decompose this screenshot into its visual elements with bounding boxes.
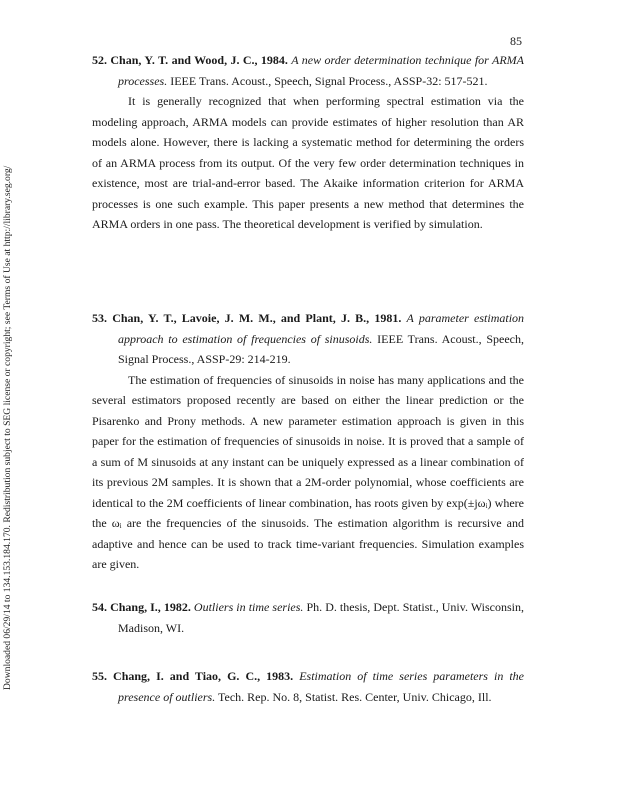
reference-authors: Chan, Y. T. and Wood, J. C., 1984.: [110, 53, 288, 67]
reference-title: A parameter estimation approach to estimation of frequencies of sinusoids.: [118, 311, 525, 346]
reference-entry-52: [92, 50, 524, 235]
download-notice: Downloaded 06/29/14 to 134.153.184.170. Redistribution subject to SEG license or copyright; see Terms of Use at http://library.seg.org/: [2, 165, 13, 690]
reference-abstract: It is generally recognized that when performing spectral estimation via the modeling approach, ARMA models can provide estimates of higher resolution than AR models alone. However, there is lacking a systematic method for determining the orders of an ARMA process from its output. Of the very few order determination techniques in existence, most are trial-and-error based. The Akaike information criterion for ARMA processes is one such example. This paper presents a new method that determines the ARMA orders in one pass. The theoretical development is verified by simulation.: [92, 94, 524, 231]
reference-source: IEEE Trans. Acoust., Speech, Signal Process., ASSP-29: 214-219.: [118, 331, 524, 366]
reference-number: 54.: [92, 600, 107, 614]
reference-abstract: The estimation of frequencies of sinusoids in noise has many applications and the several estimators proposed recently are based on either the linear prediction or the Pisarenko and Prony methods. A new parameter estimation approach is given in this paper for the estimation of frequencies of sinusoids in noise. It is proved that a sample of a sum of M sinusoids at any instant can be uniquely expressed as a linear combination of its previous 2M samples. It is shown that a 2M-order polynomial, whose coefficients are identical to the 2M coefficients of linear combination, has roots given by exp(±jωᵢ) where the ωᵢ are the frequencies of the sinusoids. The estimation algorithm is recursive and adaptive and hence can be used to track time-variant frequencies. Simulation examples are given.: [92, 372, 524, 571]
reference-citation: [92, 597, 524, 638]
reference-entry-55: [92, 666, 524, 707]
reference-citation: [92, 308, 524, 370]
reference-authors: Chan, Y. T., Lavoie, J. M. M., and Plant, J. B., 1981.: [112, 311, 402, 325]
reference-number: 53.: [92, 311, 107, 325]
reference-source: Ph. D. thesis, Dept. Statist., Univ. Wisconsin, Madison, WI.: [118, 600, 525, 635]
reference-authors: Chang, I., 1982.: [110, 600, 191, 614]
reference-entry-53: [92, 308, 524, 575]
reference-source: Tech. Rep. No. 8, Statist. Res. Center, Univ. Chicago, Ill.: [218, 689, 492, 704]
reference-number: 55.: [92, 669, 107, 683]
reference-title: A new order determination technique for ARMA processes.: [118, 53, 524, 88]
reference-citation: [92, 50, 524, 91]
reference-citation: [92, 666, 524, 707]
reference-title: Outliers in time series.: [193, 600, 304, 614]
reference-title: Estimation of time series parameters in the presence of outliers.: [118, 669, 525, 704]
page-number: 85: [510, 34, 522, 48]
reference-authors: Chang, I. and Tiao, G. C., 1983.: [113, 669, 294, 683]
reference-number: 52.: [92, 53, 107, 67]
reference-source: IEEE Trans. Acoust., Speech, Signal Process., ASSP-32: 517-521.: [170, 73, 488, 88]
reference-entry-54: [92, 597, 524, 638]
